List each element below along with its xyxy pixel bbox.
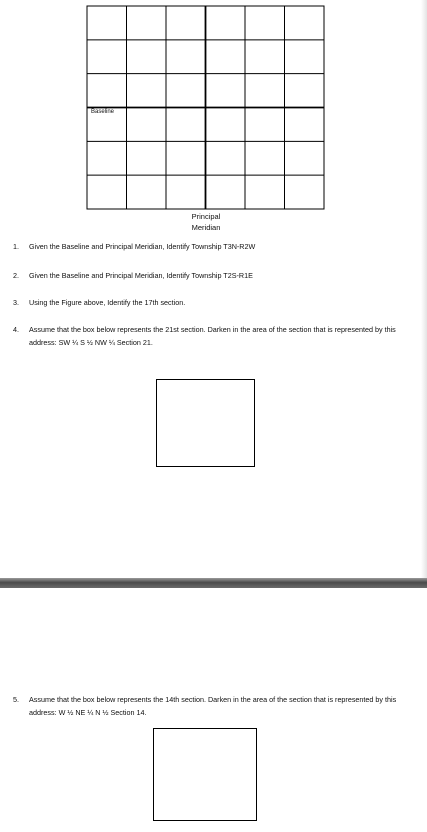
question-number: 2. [13,271,19,280]
page-break-divider [0,578,427,588]
question-5 [13,694,418,719]
township-grid-figure [0,0,427,220]
question-1 [13,241,418,254]
document-page-2 [0,588,427,832]
question-text: Assume that the box below represents the 21st section. Darken in the area of the section that is represented by this address: SW ¼ S ½ NW ¼ Section 21. [29,325,396,347]
principal-meridian-label: Principal Meridian [191,212,221,232]
question-4 [13,324,418,349]
question-text: Given the Baseline and Principal Meridian, Identify Township T3N-R2W [29,242,256,251]
question-3 [13,297,418,310]
question-text: Assume that the box below represents the 14th section. Darken in the area of the section that is represented by this address: W ½ NE ¼ N ½ Section 14. [29,695,397,717]
question-2 [13,270,418,283]
question-text: Using the Figure above, Identify the 17th section. [29,298,186,307]
question-number: 1. [13,242,19,251]
question-number: 4. [13,325,19,334]
question-number: 5. [13,695,19,704]
question-number: 3. [13,298,19,307]
baseline-label: Baseline [91,109,115,115]
section-21-answer-box[interactable] [156,379,255,467]
section-14-answer-box[interactable] [153,728,257,821]
question-text: Given the Baseline and Principal Meridian, Identify Township T2S-R1E [29,271,253,280]
